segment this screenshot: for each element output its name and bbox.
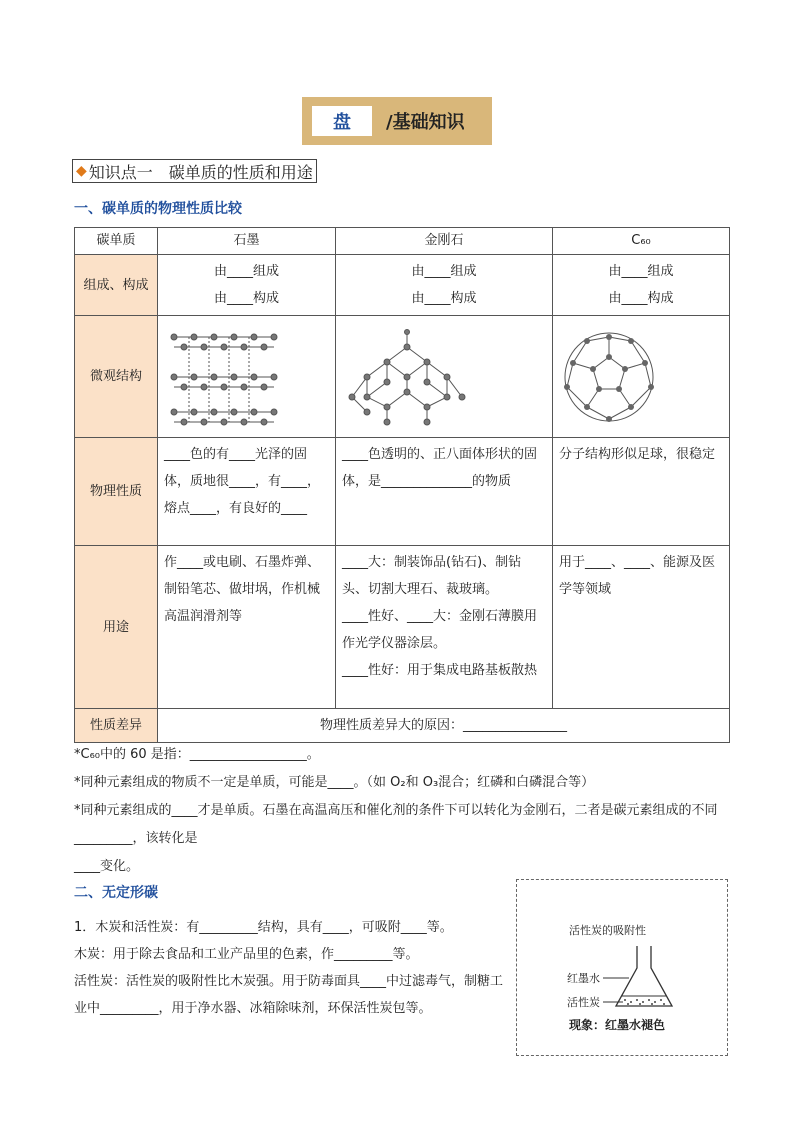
table-cell: 物理性质差异大的原因：________________ <box>158 709 730 743</box>
diamond-icon: ◆ <box>76 163 87 179</box>
graphite-structure-image <box>164 327 284 427</box>
table-cell <box>158 316 336 438</box>
cell-line: 由____构成 <box>411 291 477 306</box>
cell-line: ____性好、____大：金刚石薄膜用作光学仪器涂层。 <box>342 609 538 651</box>
pointer-line <box>603 1000 623 1004</box>
note-line: *同种元素组成的____才是单质。石墨在高温高压和催化剂的条件下可以转化为金刚石，二者是碳元素组成的不同_________，该转化是 <box>74 803 718 846</box>
header-cell: C₆₀ <box>553 228 730 255</box>
note-line: *C₆₀中的 60 是指：__________________。 <box>74 747 320 762</box>
banner-title: /基础知识 <box>386 112 465 133</box>
table-cell <box>553 316 730 438</box>
note-line: ____变化。 <box>74 859 140 874</box>
header-cell: 石墨 <box>158 228 336 255</box>
row-label: 性质差异 <box>75 709 158 743</box>
diamond-structure-image <box>342 327 472 427</box>
table-row <box>75 316 730 438</box>
table-cell <box>336 546 553 709</box>
table-cell <box>553 255 730 316</box>
row-label: 微观结构 <box>75 316 158 438</box>
table-row <box>75 709 730 743</box>
table-cell <box>158 255 336 316</box>
cell-line: 由____组成 <box>608 264 674 279</box>
pointer-line <box>603 976 629 980</box>
table-header-row <box>75 228 730 255</box>
notes <box>74 741 734 881</box>
adsorption-figure <box>516 879 728 1056</box>
cell-line: 由____构成 <box>213 291 279 306</box>
table-cell <box>336 255 553 316</box>
label-red-ink: 红墨水 <box>567 972 600 985</box>
cell-line: 由____组成 <box>411 264 477 279</box>
table-row <box>75 546 730 709</box>
table-cell: ____色的有____光泽的固体，质地很____，有____，熔点____，有良好的____ <box>158 438 336 546</box>
cell-line: 由____组成 <box>213 264 279 279</box>
cell-line: ____大：制装饰品(钻石)、制钻头、切割大理石、裁玻璃。 <box>342 555 522 597</box>
section2-title: 二、无定形碳 <box>74 885 158 901</box>
row-label: 物理性质 <box>75 438 158 546</box>
figure-title: 活性炭的吸附性 <box>569 924 646 937</box>
table-cell: 用于____、____、能源及医学等领域 <box>553 546 730 709</box>
figure-caption: 现象：红墨水褪色 <box>569 1018 666 1032</box>
table-cell: 分子结构形似足球，很稳定 <box>553 438 730 546</box>
row-label: 用途 <box>75 546 158 709</box>
row-label: 组成、构成 <box>75 255 158 316</box>
cell-line: ____性好：用于集成电路基板散热 <box>342 663 538 678</box>
header-cell: 碳单质 <box>75 228 158 255</box>
cell-line: 由____构成 <box>608 291 674 306</box>
paragraph: 活性炭：活性炭的吸附性比木炭强。用于防毒面具____中过滤毒气，制糖工业中_________，用于净水器、冰箱除味剂，环保活性炭包等。 <box>74 974 504 1016</box>
note-line: *同种元素组成的物质不一定是单质，可能是____。（如 O₂和 O₃混合；红磷和白磷混合等） <box>74 775 595 790</box>
paragraph: 1．木炭和活性炭：有_________结构，具有____，可吸附____等。 <box>74 920 453 935</box>
table-row <box>75 438 730 546</box>
section2-body <box>74 914 514 1022</box>
header-cell: 金刚石 <box>336 228 553 255</box>
table-cell: 作____或电刷、石墨炸弹、制铅笔芯、做坩埚，作机械高温润滑剂等 <box>158 546 336 709</box>
knowledge-point-title: 知识点一 碳单质的性质和用途 <box>88 162 313 182</box>
banner-tag: 盘 <box>312 106 372 136</box>
table-cell <box>336 316 553 438</box>
section1-title: 一、碳单质的物理性质比较 <box>74 201 242 217</box>
table-cell: ____色透明的、正八面体形状的固体，是______________的物质 <box>336 438 553 546</box>
table-row <box>75 255 730 316</box>
c60-structure-image <box>559 327 659 427</box>
label-activated-carbon: 活性炭 <box>567 996 600 1009</box>
carbon-comparison-table <box>74 227 730 743</box>
paragraph: 木炭：用于除去食品和工业产品里的色素，作_________等。 <box>74 947 419 962</box>
section-banner <box>302 97 492 145</box>
knowledge-point-heading <box>72 159 317 183</box>
